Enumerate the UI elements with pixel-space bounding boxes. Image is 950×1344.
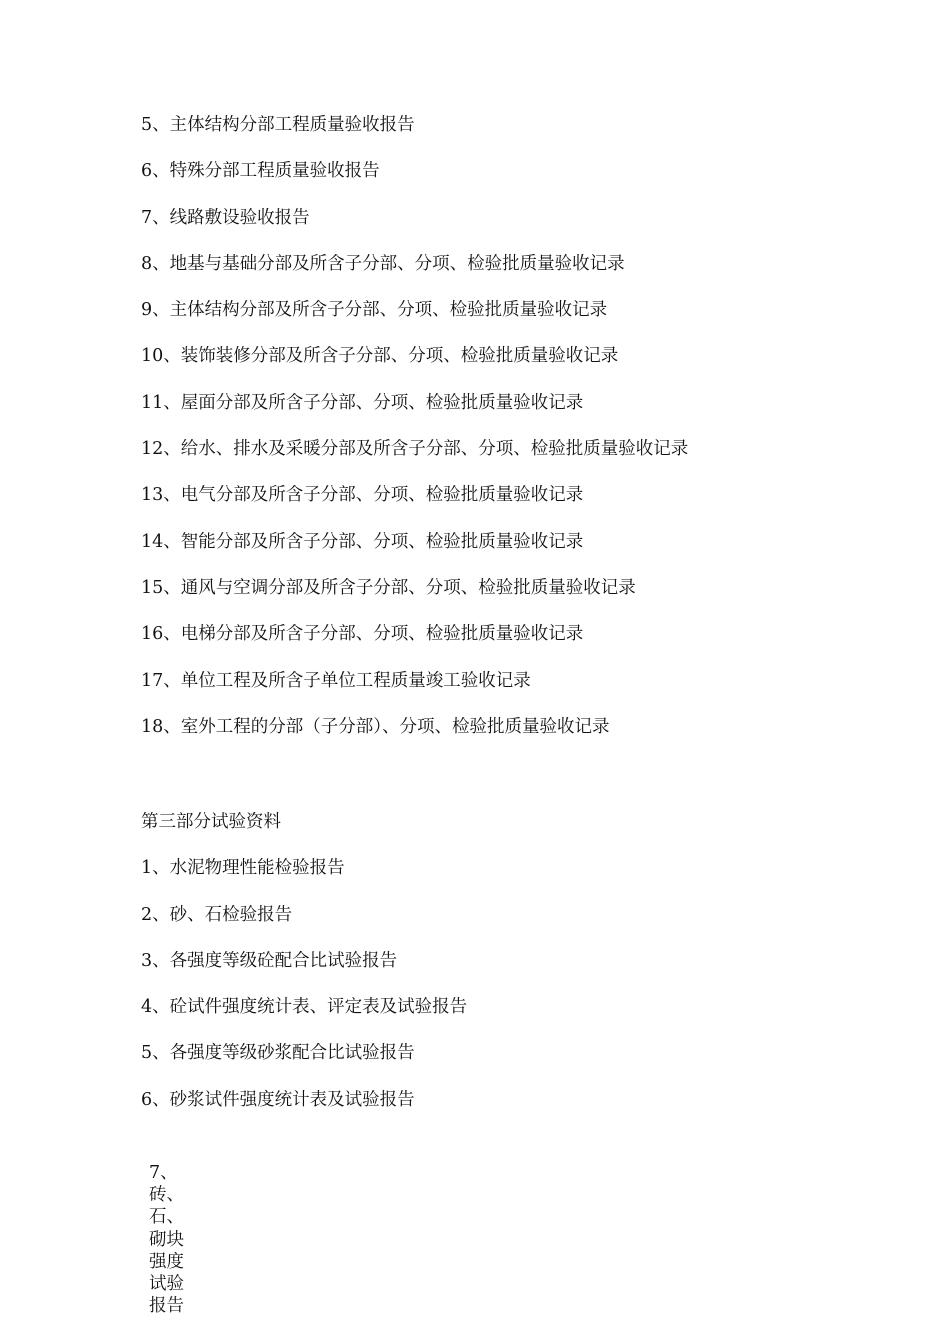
text-fragment: 砌块 <box>149 1229 184 1250</box>
list-item: 4、砼试件强度统计表、评定表及试验报告 <box>141 997 468 1018</box>
wrapped-item-7 <box>149 1162 209 1317</box>
list-item: 13、电气分部及所含子分部、分项、检验批质量验收记录 <box>141 485 584 506</box>
text-fragment: 强度 <box>149 1251 184 1272</box>
list-item: 3、各强度等级砼配合比试验报告 <box>141 950 398 971</box>
text-fragment: 石、 <box>149 1207 184 1228</box>
list-item: 10、装饰装修分部及所含子分部、分项、检验批质量验收记录 <box>141 346 619 367</box>
list-item: 5、各强度等级砂浆配合比试验报告 <box>141 1043 415 1064</box>
list-item: 5、主体结构分部工程质量验收报告 <box>141 115 415 135</box>
list-item: 9、主体结构分部及所含子分部、分项、检验批质量验收记录 <box>141 300 608 321</box>
text-fragment: 7、 <box>149 1163 178 1183</box>
list-item: 11、屋面分部及所含子分部、分项、检验批质量验收记录 <box>141 392 584 413</box>
list-item: 7、线路敷设验收报告 <box>141 207 310 228</box>
section-heading: 第三部分试验资料 <box>141 812 281 832</box>
text-fragment: 试验 <box>149 1273 184 1294</box>
list-item: 1、水泥物理性能检验报告 <box>141 858 345 879</box>
list-item: 18、室外工程的分部（子分部）、分项、检验批质量验收记录 <box>141 716 610 737</box>
list-item: 8、地基与基础分部及所含子分部、分项、检验批质量验收记录 <box>141 253 625 274</box>
list-item: 6、特殊分部工程质量验收报告 <box>141 161 380 182</box>
text-fragment: 报告 <box>149 1296 184 1317</box>
text-fragment: 砖、 <box>149 1185 184 1206</box>
list-item: 15、通风与空调分部及所含子分部、分项、检验批质量验收记录 <box>141 577 636 598</box>
list-item: 16、电梯分部及所含子分部、分项、检验批质量验收记录 <box>141 624 584 645</box>
list-item: 17、单位工程及所含子单位工程质量竣工验收记录 <box>141 670 531 691</box>
list-item: 12、给水、排水及采暖分部及所含子分部、分项、检验批质量验收记录 <box>141 439 689 460</box>
part2-item-list <box>141 113 901 761</box>
list-item: 14、智能分部及所含子分部、分项、检验批质量验收记录 <box>141 531 584 552</box>
part3-section <box>141 810 901 1134</box>
list-item: 2、砂、石检验报告 <box>141 904 293 925</box>
list-item: 6、砂浆试件强度统计表及试验报告 <box>141 1089 415 1110</box>
